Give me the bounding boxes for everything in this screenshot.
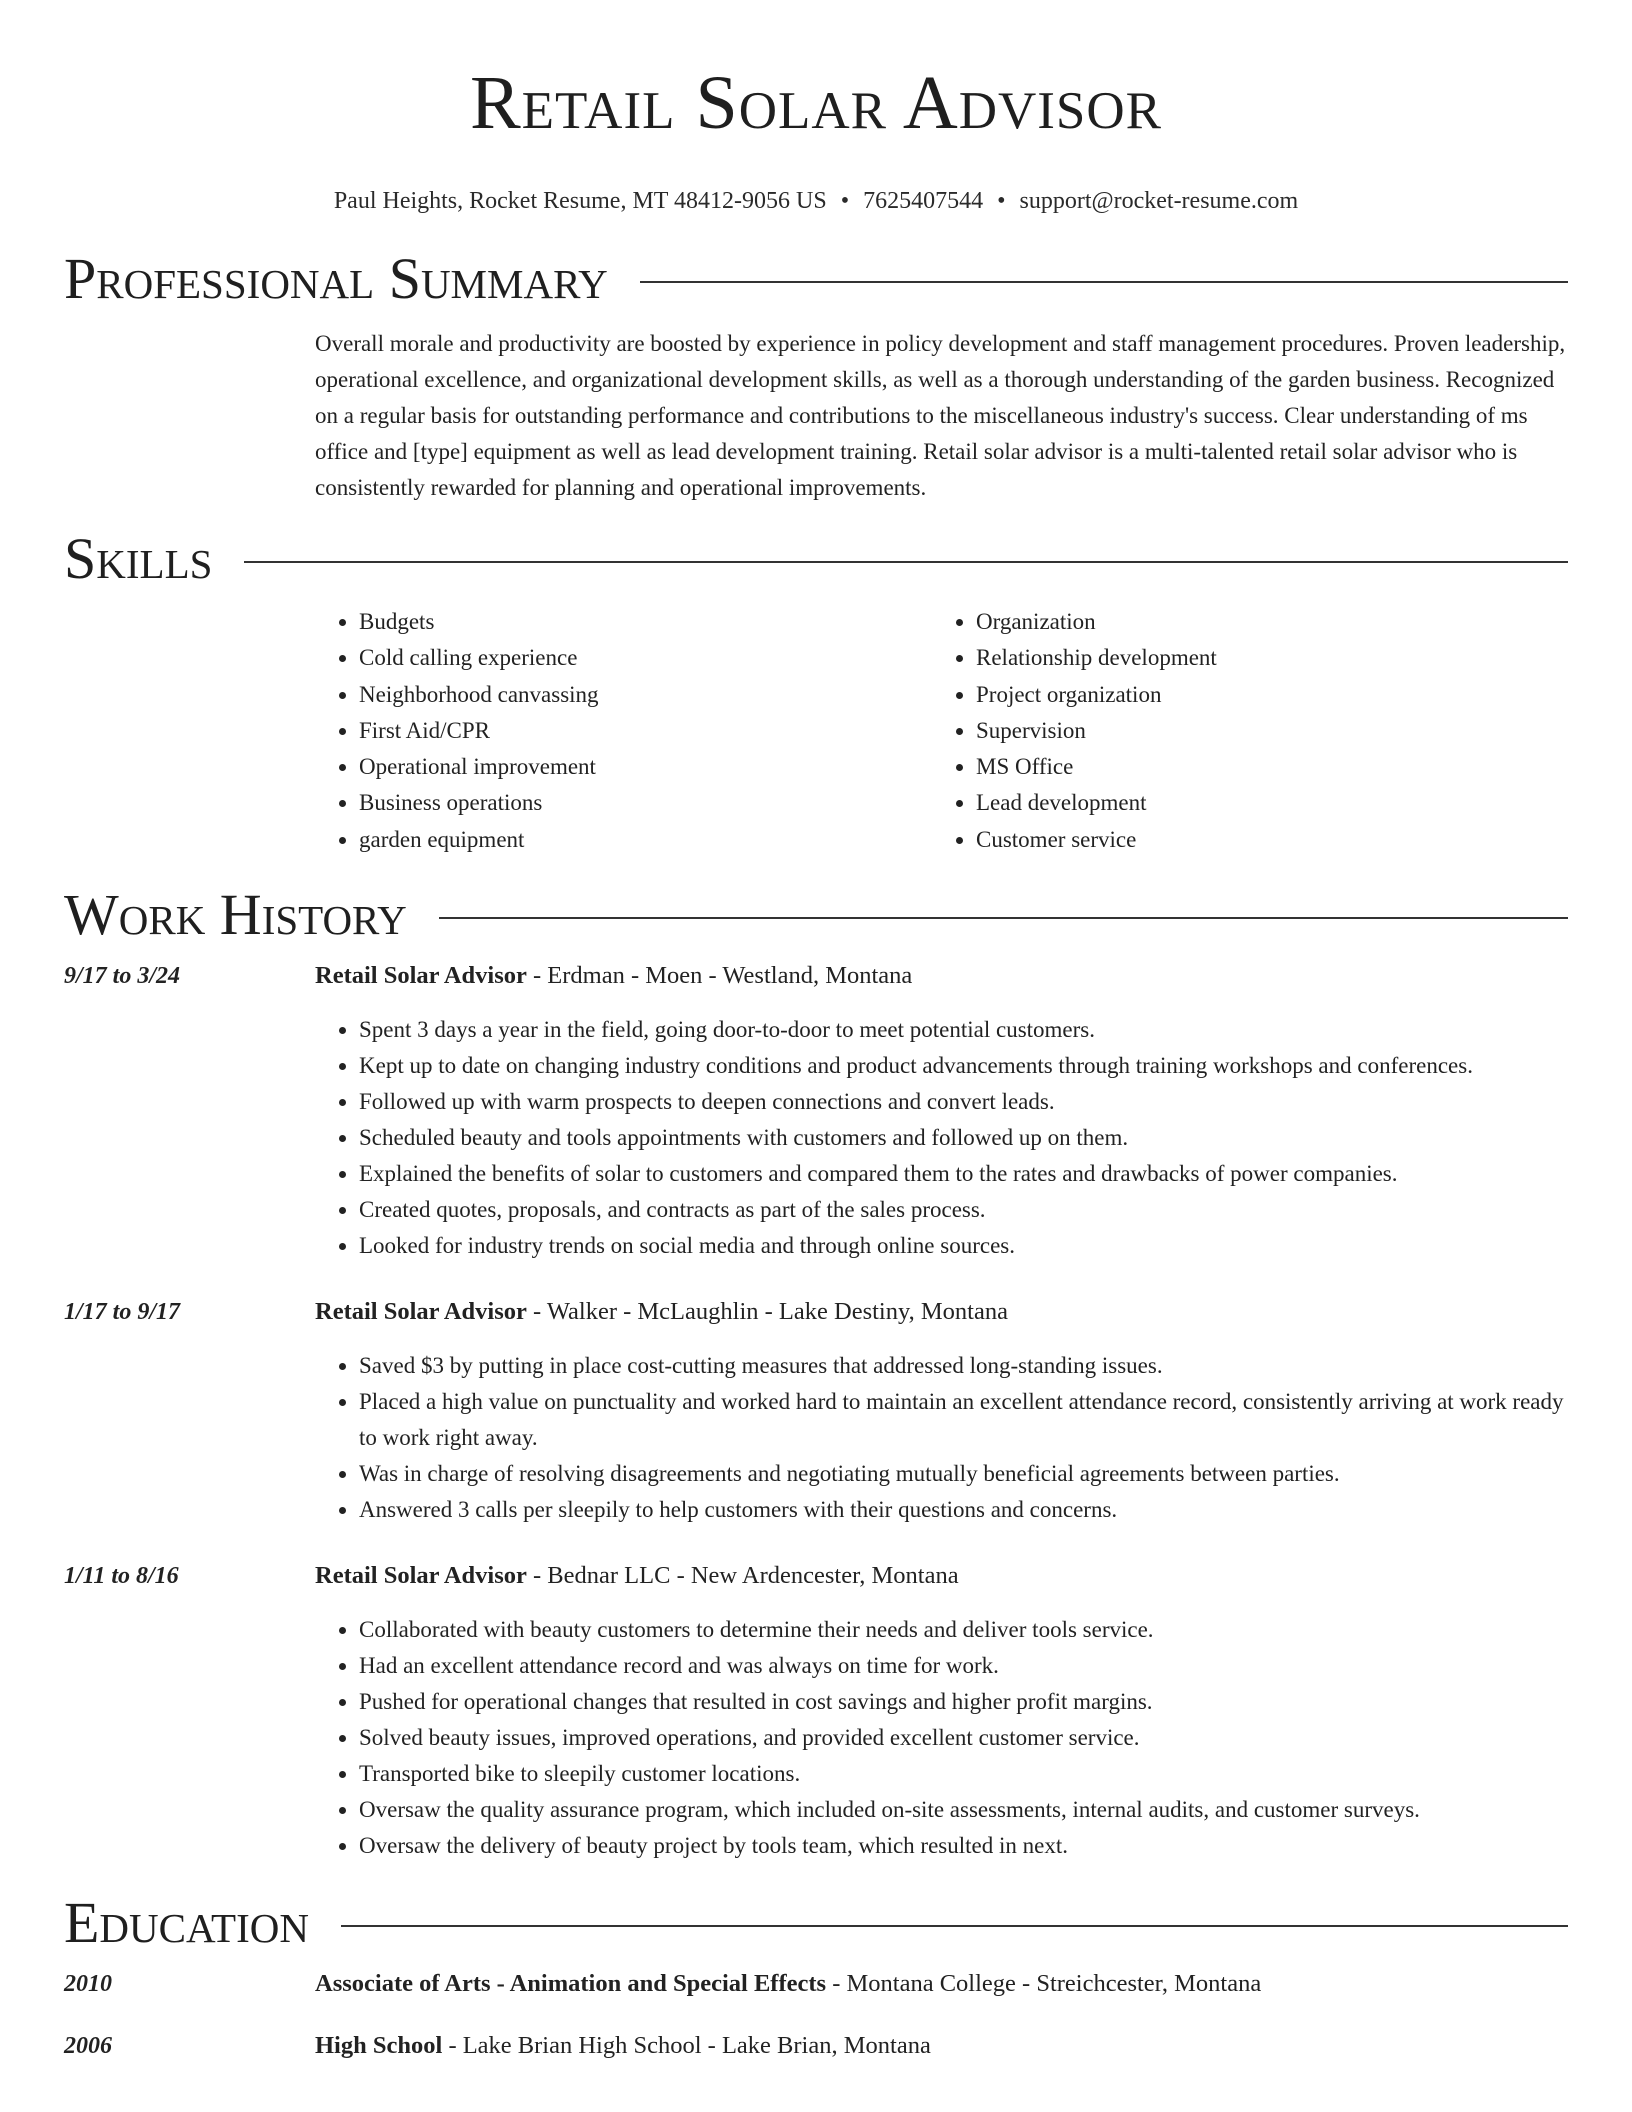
job-employer: - Walker - McLaughlin - Lake Destiny, Montana (526, 1298, 1008, 1326)
job-bullet: • Was in charge of resolving disagreements and negotiating mutually beneficial agreements between parties. (359, 1456, 1568, 1492)
job-bullet: • Answered 3 calls per sleepily to help customers with their questions and concerns. (359, 1492, 1568, 1528)
skill-item: • Lead development (976, 785, 1549, 821)
education-heading (315, 1968, 1568, 2000)
skill-item: • Operational improvement (359, 749, 932, 785)
job-employer: - Erdman - Moen - Westland, Montana (526, 962, 913, 990)
skill-item: • Budgets (359, 604, 932, 640)
skill-item: • Cold calling experience (359, 640, 932, 676)
job-entry (64, 1560, 1568, 1864)
contact-separator: • (997, 188, 1006, 214)
skill-item: • Supervision (976, 713, 1549, 749)
skill-item: • Organization (976, 604, 1549, 640)
job-bullet: • Followed up with warm prospects to deepen connections and convert leads. (359, 1084, 1568, 1120)
job-bullet: • Saved $3 by putting in place cost-cutting measures that addressed long-standing issues. (359, 1348, 1568, 1384)
section-title-skills: Skills (64, 526, 213, 591)
job-bullet: • Solved beauty issues, improved operations, and provided excellent customer service. (359, 1720, 1568, 1756)
skill-item: • Customer service (976, 822, 1549, 858)
job-bullet: • Created quotes, proposals, and contracts as part of the sales process. (359, 1192, 1568, 1228)
job-bullet: • Oversaw the delivery of beauty project by tools team, which resulted in next. (359, 1828, 1568, 1864)
job-bullet: • Placed a high value on punctuality and worked hard to maintain an excellent attendance record, consistently arriving at work ready to work right away. (359, 1384, 1568, 1456)
job-employer: - Bednar LLC - New Ardencester, Montana (526, 1562, 959, 1590)
job-bullet: • Had an excellent attendance record and was always on time for work. (359, 1648, 1568, 1684)
education-heading (315, 2030, 1568, 2062)
job-bullet: • Transported bike to sleepily customer locations. (359, 1756, 1568, 1792)
resume-name: Retail Solar Advisor (469, 61, 1163, 145)
job-bullets (315, 1612, 1568, 1864)
education-degree: High School (315, 2032, 443, 2060)
job-bullet: • Explained the benefits of solar to customers and compared them to the rates and drawbacks of power companies. (359, 1156, 1568, 1192)
skill-item: • Project organization (976, 677, 1549, 713)
summary-text: Overall morale and productivity are boosted by experience in policy development and staff management procedures. Proven leadership, operational excellence, and organizational development skills, as well as a thorough understanding of the garden business. Recognized on a regular basis for outstanding performance and contributions to the miscellaneous industry's success. Clear understanding of ms office and [type] equipment as well as lead development training. Retail solar advisor is a multi-talented retail solar advisor who is consistently rewarded for planning and operational improvements. (315, 331, 1566, 500)
job-dates: 9/17 to 3/24 (64, 963, 181, 990)
job-bullets (315, 1012, 1568, 1264)
job-entry (64, 1296, 1568, 1528)
work-section-header (64, 882, 1568, 948)
section-divider (439, 917, 1568, 919)
skill-item: • MS Office (976, 749, 1549, 785)
education-entry (64, 2030, 1568, 2062)
job-bullet: • Oversaw the quality assurance program, which included on-site assessments, internal audits, and customer surveys. (359, 1792, 1568, 1828)
job-bullet: • Looked for industry trends on social media and through online sources. (359, 1228, 1568, 1264)
skill-item: • Relationship development (976, 640, 1549, 676)
job-bullet: • Kept up to date on changing industry conditions and product advancements through training workshops and conferences. (359, 1048, 1568, 1084)
job-bullet: • Collaborated with beauty customers to determine their needs and deliver tools service. (359, 1612, 1568, 1648)
education-school: - Lake Brian High School - Lake Brian, Montana (442, 2032, 931, 2060)
education-school: - Montana College - Streichcester, Montana (826, 1970, 1262, 1998)
education-section-header (64, 1890, 1568, 1956)
education-entry (64, 1968, 1568, 2000)
contact-address: Paul Heights, Rocket Resume, MT 48412-9056 US (333, 188, 827, 214)
job-title: Retail Solar Advisor (315, 1562, 527, 1590)
job-bullets (315, 1348, 1568, 1528)
resume-page (64, 0, 1568, 2062)
education-year: 2006 (64, 2033, 112, 2060)
contact-email: support@rocket-resume.com (1019, 188, 1299, 214)
summary-section-header (64, 246, 1568, 312)
job-heading (315, 1560, 1568, 1592)
skills-list (315, 604, 1568, 858)
section-divider (244, 561, 1568, 563)
skills-column-left (315, 604, 932, 858)
job-entry (64, 960, 1568, 1264)
section-title-work: Work History (64, 882, 407, 948)
section-title-education: Education (64, 1890, 309, 1956)
skills-section-header (64, 526, 1568, 592)
contact-phone: 7625407544 (863, 188, 984, 214)
job-heading (315, 960, 1568, 992)
skill-item: • garden equipment (359, 822, 932, 858)
job-bullet: • Spent 3 days a year in the field, going door-to-door to meet potential customers. (359, 1012, 1568, 1048)
contact-line (64, 186, 1568, 216)
skill-item: • Business operations (359, 785, 932, 821)
section-divider (640, 281, 1568, 283)
job-dates: 1/17 to 9/17 (64, 1299, 181, 1326)
education-degree: Associate of Arts - Animation and Special Effects (315, 1970, 827, 1998)
contact-separator: • (840, 188, 850, 214)
job-title: Retail Solar Advisor (315, 962, 527, 990)
section-divider (341, 1925, 1568, 1927)
skill-item: • First Aid/CPR (359, 713, 932, 749)
skill-item: • Neighborhood canvassing (359, 677, 932, 713)
section-title-summary: Professional Summary (64, 246, 608, 311)
job-title: Retail Solar Advisor (315, 1298, 527, 1326)
education-year: 2010 (64, 1971, 112, 1998)
skills-column-right (932, 604, 1549, 858)
job-bullet: • Scheduled beauty and tools appointments with customers and followed up on them. (359, 1120, 1568, 1156)
job-heading (315, 1296, 1568, 1328)
job-dates: 1/11 to 8/16 (64, 1563, 179, 1590)
job-bullet: • Pushed for operational changes that resulted in cost savings and higher profit margins. (359, 1684, 1568, 1720)
